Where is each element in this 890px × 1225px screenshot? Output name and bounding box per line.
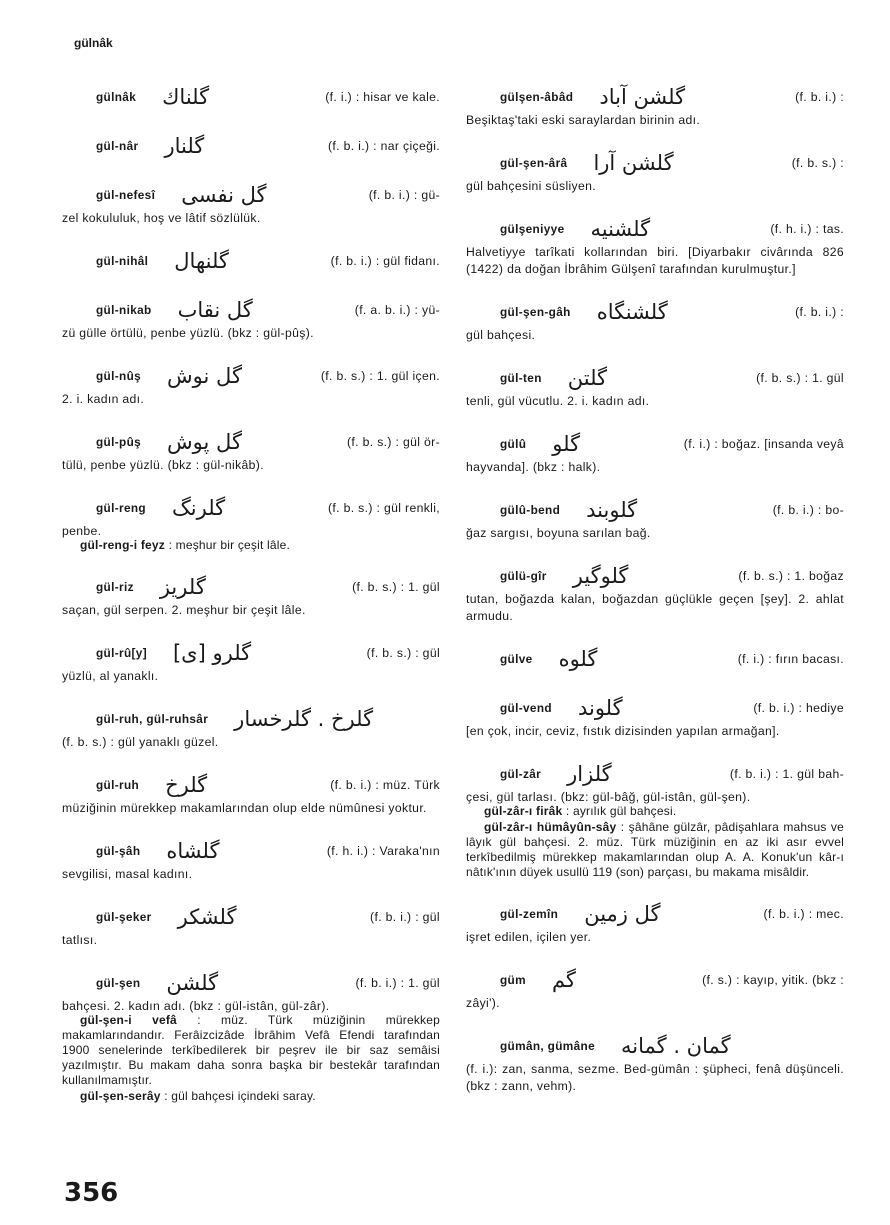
entry-head [62, 427, 440, 457]
entry-head [466, 759, 844, 789]
sub-entry-text: : ayrılık gül bahçesi. [565, 804, 677, 818]
grammar-and-definition: (f. i.) : fırın bacası. [737, 651, 844, 666]
definition-text: yüzlü, al yanaklı. [62, 669, 159, 683]
dictionary-entry [62, 295, 440, 342]
definition-text: çesi, gül tarlası. (bkz: gül-bâğ, gül-istân, gül-şen). [466, 790, 751, 804]
definition-text: zel kokululuk, hoş ve lâtif sözlülük. [62, 211, 261, 225]
definition-text: gül bahçesini süsliyen. [466, 179, 596, 193]
dictionary-entry [466, 1031, 844, 1095]
headword: gül-nâr [96, 138, 139, 153]
definition-text: Halvetiyye tarîkati kollarından biri. [Diyarbakır civârında 826 (1422) da doğan İbrâhim Gülşenî tarafından kurulmuştur.] [466, 245, 844, 276]
grammar-and-definition: (f. b. i.) : müz. Türk [330, 777, 440, 792]
grammar-and-definition: (f. i.) : boğaz. [insanda veyâ [683, 436, 844, 451]
entry-head [466, 561, 844, 591]
definition-text: (f. i.): zan, sanma, sezme. Bed-gümân : şüpheci, fenâ düşünceli. (bkz : zann, vehm). [466, 1062, 844, 1093]
arabic-script-word: گلرو [ی] [172, 640, 252, 665]
left-column [62, 82, 440, 1123]
headword: gül-ruh, gül-ruhsâr [96, 711, 209, 726]
arabic-script-word: گل پوش [167, 429, 242, 454]
sub-entry [62, 1089, 440, 1104]
arabic-script-word: گم [551, 967, 576, 992]
headword: gülnâk [96, 89, 137, 104]
headword: gül-şâh [96, 843, 141, 858]
grammar-and-definition: (f. b. i.) : [795, 304, 844, 319]
definition-text: işret edilen, içilen yer. [466, 930, 592, 944]
arabic-script-word: گل نقاب [177, 297, 253, 322]
dictionary-entry [466, 693, 844, 740]
arabic-script-word: گلشنیه [590, 216, 651, 241]
dictionary-entry [466, 363, 844, 410]
dictionary-entry [466, 82, 844, 129]
sub-entry-text: : meşhur bir çeşit lâle. [168, 538, 291, 552]
dictionary-entry [466, 644, 844, 674]
headword: gül-nûş [96, 368, 142, 383]
arabic-script-word: گلرخ [165, 772, 208, 797]
sub-entry-text: : müz. Türk müziğinin mürekkep makamlarındandır. Ferâizcizâde İbrâhim Vefâ Efendi tarafından 1900 senelerinde terkîbedilerek bir peşrev ile bir saz semâisi yazılmıştır. Bu makam daha sonra başka bir bestekâr tarafından kullanılmamıştır. [62, 1013, 440, 1087]
dictionary-entry [62, 82, 440, 112]
headword: gül-şen [96, 975, 141, 990]
grammar-and-definition: (f. s.) : kayıp, yitik. (bkz : [702, 972, 844, 987]
grammar-and-definition: (f. b. s.) : [791, 155, 844, 170]
definition-text: sevgilisi, masal kadını. [62, 867, 193, 881]
grammar-and-definition: (f. b. i.) : bo- [772, 502, 844, 517]
running-head: gülnâk [74, 36, 113, 50]
entry-head [62, 704, 440, 734]
headword: gül-ten [500, 370, 542, 385]
sub-entry-text: : gül bahçesi içindeki saray. [164, 1089, 316, 1103]
dictionary-entry [62, 770, 440, 817]
entry-head [62, 246, 440, 276]
grammar-and-definition: (f. b. s.) : gül renkli, [327, 500, 440, 515]
sub-entry-term: gül-zâr-ı hümâyûn-sây [484, 820, 617, 834]
definition-text: gül bahçesi. [466, 328, 536, 342]
grammar-and-definition: (f. b. i.) : mec. [763, 906, 844, 921]
definition-text: Beşiktaş'taki eski saraylardan birinin adı. [466, 113, 701, 127]
definition-text: zâyi'). [466, 996, 500, 1010]
sub-entry [62, 1013, 440, 1088]
grammar-and-definition: (f. b. i.) : nar çiçeği. [327, 138, 440, 153]
headword: güm [500, 972, 526, 987]
definition-text: (f. b. s.) : gül yanaklı güzel. [62, 735, 219, 749]
entry-head [466, 1031, 844, 1061]
right-column [466, 82, 844, 1114]
dictionary-entry [62, 361, 440, 408]
dictionary-entry [466, 965, 844, 1012]
entry-head [466, 644, 844, 674]
entry-head [62, 361, 440, 391]
entry-head [466, 495, 844, 525]
definition-text: ğaz sargısı, boyuna sarılan bağ. [466, 526, 651, 540]
headword: gül-pûş [96, 434, 142, 449]
arabic-script-word: گلو [552, 431, 581, 456]
entry-head [62, 572, 440, 602]
entry-head [466, 693, 844, 723]
arabic-script-word: گلرنگ [171, 495, 226, 520]
entry-head [62, 638, 440, 668]
grammar-and-definition: (f. b. s.) : gül ör- [346, 434, 440, 449]
grammar-and-definition: (f. b. i.) : gül [370, 909, 440, 924]
entry-head [466, 429, 844, 459]
sub-entry-term: gül-zâr-ı firâk [484, 804, 563, 818]
definition-text: müziğinin mürekkep makamlarından olup elde nümûnesi yoktur. [62, 801, 427, 815]
headword: gül-nefesî [96, 187, 156, 202]
dictionary-entry [62, 836, 440, 883]
definition-text: 2. i. kadın adı. [62, 392, 145, 406]
headword: gül-rû[y] [96, 645, 147, 660]
dictionary-entry [62, 968, 440, 1104]
entry-head [466, 148, 844, 178]
entry-head [466, 297, 844, 327]
entry-head [62, 82, 440, 112]
arabic-script-word: گلشن آرا [593, 150, 674, 175]
dictionary-entry [62, 704, 440, 751]
definition-text: bahçesi. 2. kadın adı. (bkz : gül-istân, gül-zâr). [62, 999, 330, 1013]
arabic-script-word: گلوبند [586, 497, 638, 522]
grammar-and-definition: (f. b. i.) : 1. gül [355, 975, 440, 990]
entry-head [466, 965, 844, 995]
headword: gül-ruh [96, 777, 140, 792]
sub-entry [62, 538, 440, 553]
headword: gülü-gîr [500, 568, 547, 583]
definition-text: tutan, boğazda kalan, boğazdan güçlükle geçen [şey]. 2. ahlat armudu. [466, 592, 844, 623]
grammar-and-definition: (f. b. s.) : 1. boğaz [738, 568, 844, 583]
arabic-script-word: گلرخ . گلرخسار [234, 706, 374, 731]
definition-text: tatlısı. [62, 933, 98, 947]
grammar-and-definition: (f. b. s.) : 1. gül [352, 579, 440, 594]
entry-head [62, 968, 440, 998]
arabic-script-word: گل نوش [167, 363, 242, 388]
headword: gül-vend [500, 700, 552, 715]
sub-entry-term: gül-reng-i feyz [80, 538, 166, 552]
arabic-script-word: گلتن [567, 365, 608, 390]
arabic-script-word: گلنهال [174, 248, 229, 273]
arabic-script-word: گلنار [164, 133, 205, 158]
sub-entry-term: gül-şen-i vefâ [80, 1013, 177, 1027]
dictionary-entry [62, 572, 440, 619]
sub-entry [466, 820, 844, 880]
grammar-and-definition: (f. b. i.) : gül fidanı. [330, 253, 440, 268]
dictionary-entry [466, 148, 844, 195]
headword: gül-riz [96, 579, 134, 594]
definition-text: tülü, penbe yüzlü. (bkz : gül-nikâb). [62, 458, 264, 472]
grammar-and-definition: (f. b. i.) : gü- [368, 187, 440, 202]
arabic-script-word: گلوند [577, 695, 623, 720]
definition-text: zü gülle örtülü, penbe yüzlü. (bkz : gül-pûş). [62, 326, 314, 340]
entry-head [62, 836, 440, 866]
dictionary-entry [62, 246, 440, 276]
grammar-and-definition: (f. a. b. i.) : yü- [354, 302, 440, 317]
sub-entry-term: gül-şen-serây [80, 1089, 161, 1103]
headword: gül-şen-ârâ [500, 155, 568, 170]
entry-head [62, 180, 440, 210]
arabic-script-word: گلوه [558, 646, 598, 671]
arabic-script-word: گلشاه [166, 838, 220, 863]
grammar-and-definition: (f. h. i.) : Varaka'nın [326, 843, 440, 858]
dictionary-entry [466, 297, 844, 344]
arabic-script-word: گلوگیر [572, 563, 629, 588]
arabic-script-word: گلشن آباد [599, 84, 686, 109]
entry-head [62, 902, 440, 932]
headword: gül-nikab [96, 302, 152, 317]
dictionary-entry [466, 759, 844, 880]
grammar-and-definition: (f. b. i.) : 1. gül bah- [729, 766, 844, 781]
dictionary-entry [466, 495, 844, 542]
entry-head [62, 770, 440, 800]
entry-head [466, 899, 844, 929]
dictionary-entry [62, 493, 440, 553]
arabic-script-word: گل زمین [584, 901, 661, 926]
headword: gül-nihâl [96, 253, 149, 268]
arabic-script-word: گلشنگاه [596, 299, 668, 324]
dictionary-entry [466, 214, 844, 278]
dictionary-entry [466, 429, 844, 476]
entry-head [62, 131, 440, 161]
grammar-and-definition: (f. b. i.) : [795, 89, 844, 104]
dictionary-entry [62, 902, 440, 949]
definition-text: tenli, gül vücutlu. 2. i. kadın adı. [466, 394, 650, 408]
definition-text: [en çok, incir, ceviz, fıstık dizisinden yapılan armağan]. [466, 724, 780, 738]
grammar-and-definition: (f. b. s.) : 1. gül içen. [320, 368, 440, 383]
entry-head [466, 82, 844, 112]
dictionary-entry [466, 899, 844, 946]
dictionary-entry [466, 561, 844, 625]
definition-text: penbe. [62, 524, 102, 538]
headword: gülû-bend [500, 502, 561, 517]
dictionary-entry [62, 131, 440, 161]
grammar-and-definition: (f. i.) : hisar ve kale. [325, 89, 440, 104]
definition-text: hayvanda]. (bkz : halk). [466, 460, 601, 474]
grammar-and-definition: (f. h. i.) : tas. [770, 221, 844, 236]
entry-head [62, 493, 440, 523]
entry-head [62, 295, 440, 325]
entry-head [466, 214, 844, 244]
arabic-script-word: گلزار [567, 761, 612, 786]
definition-text: saçan, gül serpen. 2. meşhur bir çeşit lâle. [62, 603, 306, 617]
dictionary-entry [62, 427, 440, 474]
headword: gül-zâr [500, 766, 542, 781]
headword: gül-reng [96, 500, 146, 515]
headword: gülve [500, 651, 533, 666]
entry-head [466, 363, 844, 393]
sub-entry [466, 804, 844, 819]
arabic-script-word: گلریز [159, 574, 206, 599]
headword: gümân, gümâne [500, 1038, 596, 1053]
arabic-script-word: گلناك [162, 84, 210, 109]
arabic-script-word: گل نفسی [181, 182, 267, 207]
arabic-script-word: گلشکر [177, 904, 237, 929]
headword: gül-şen-gâh [500, 304, 571, 319]
headword: gülşeniyye [500, 221, 565, 236]
grammar-and-definition: (f. b. i.) : hediye [753, 700, 844, 715]
dictionary-entry [62, 180, 440, 227]
grammar-and-definition: (f. b. s.) : gül [366, 645, 440, 660]
grammar-and-definition: (f. b. s.) : 1. gül [756, 370, 844, 385]
arabic-script-word: گمان . گمانه [621, 1033, 731, 1058]
sub-entry-text: : şâhâne gülzâr, pâdişahlara mahsus ve lâyık gül bahçesi. 2. müz. Türk müziğinin en az iki asır evvel terkîbedilmiş mürekkep makamlarından olup A. A. Konuk'un kâr-ı nâtık'ının düyek usullü 119 (son) parçası, bu makama misâldir. [466, 820, 844, 879]
headword: gül-şeker [96, 909, 152, 924]
arabic-script-word: گلشن [166, 970, 219, 995]
headword: gül-zemîn [500, 906, 559, 921]
headword: gülşen-âbâd [500, 89, 574, 104]
page-number: 356 [64, 1178, 119, 1208]
dictionary-entry [62, 638, 440, 685]
headword: gülû [500, 436, 527, 451]
